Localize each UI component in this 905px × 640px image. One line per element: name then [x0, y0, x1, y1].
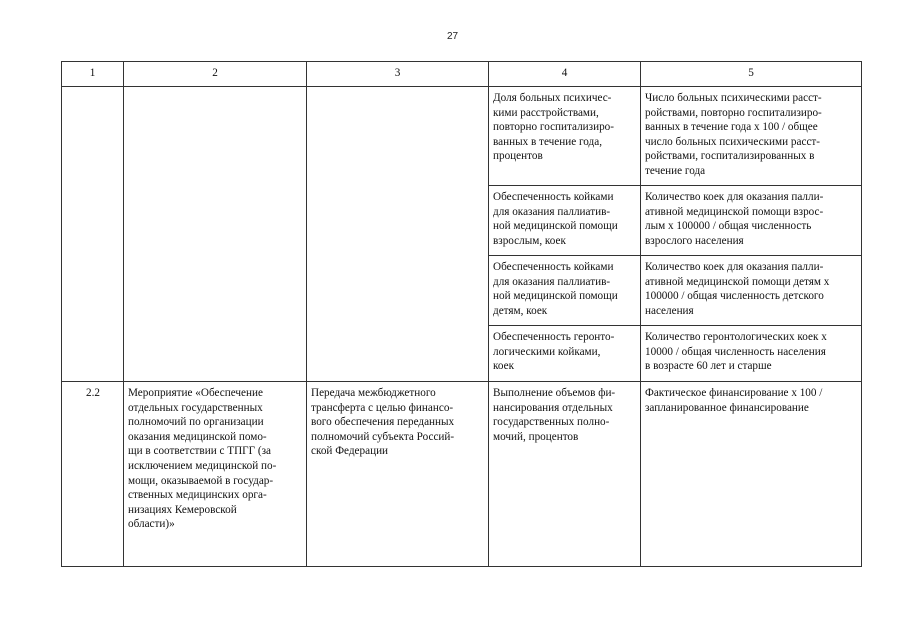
- indicator-cell: Обеспеченность койками для оказания паллиатив- ной медицинской помощи взрослым, коек: [489, 186, 641, 256]
- page-number: 27: [446, 31, 459, 42]
- formula-cell: Число больных психическими расст- ройствами, повторно госпитализиро- ванных в течение года x 100 / общее число больных психическими расст- ройствами, госпитализированных в течение года: [641, 87, 862, 186]
- empty-cell: [62, 87, 124, 382]
- indicator-cell: Обеспеченность койками для оказания паллиатив- ной медицинской помощи детям, коек: [489, 256, 641, 326]
- indicator-cell: Доля больных психичес- кими расстройствами, повторно госпитализиро- ванных в течение года, процентов: [489, 87, 641, 186]
- table-row: [62, 382, 862, 567]
- formula-cell: Количество коек для оказания палли- ативной медицинской помощи детям x 100000 / общая численность детского населения: [641, 256, 862, 326]
- table-row: [62, 87, 862, 186]
- empty-cell: [124, 87, 307, 382]
- header-cell: 5: [641, 62, 862, 87]
- header-cell: 2: [124, 62, 307, 87]
- indicator-cell: Обеспеченность геронто- логическими койками, коек: [489, 326, 641, 382]
- empty-cell: [307, 87, 489, 382]
- header-row: [62, 62, 862, 87]
- activity-cell: Мероприятие «Обеспечение отдельных государственных полномочий по организации оказания медицинской помо- щи в соответствии с ТПГГ (за исключением медицинской по- мощи, оказываемой в государ- ственных медицинских орга- низациях Кемеровской области)»: [124, 382, 307, 567]
- formula-cell: Количество геронтологических коек x 10000 / общая численность населения в возрасте 60 лет и старше: [641, 326, 862, 382]
- indicators-table: [61, 61, 862, 567]
- formula-cell: Количество коек для оказания палли- ативной медицинской помощи взрос- лым x 100000 / общая численность взрослого населения: [641, 186, 862, 256]
- header-cell: 1: [62, 62, 124, 87]
- description-cell: Передача межбюджетного трансферта с целью финансо- вого обеспечения переданных полномочий субъекта Россий- ской Федерации: [307, 382, 489, 567]
- header-cell: 4: [489, 62, 641, 87]
- indicator-cell: Выполнение объемов фи- нансирования отдельных государственных полно- мочий, процентов: [489, 382, 641, 567]
- formula-cell: Фактическое финансирование x 100 / запланированное финансирование: [641, 382, 862, 567]
- item-number-cell: 2.2: [62, 382, 124, 567]
- header-cell: 3: [307, 62, 489, 87]
